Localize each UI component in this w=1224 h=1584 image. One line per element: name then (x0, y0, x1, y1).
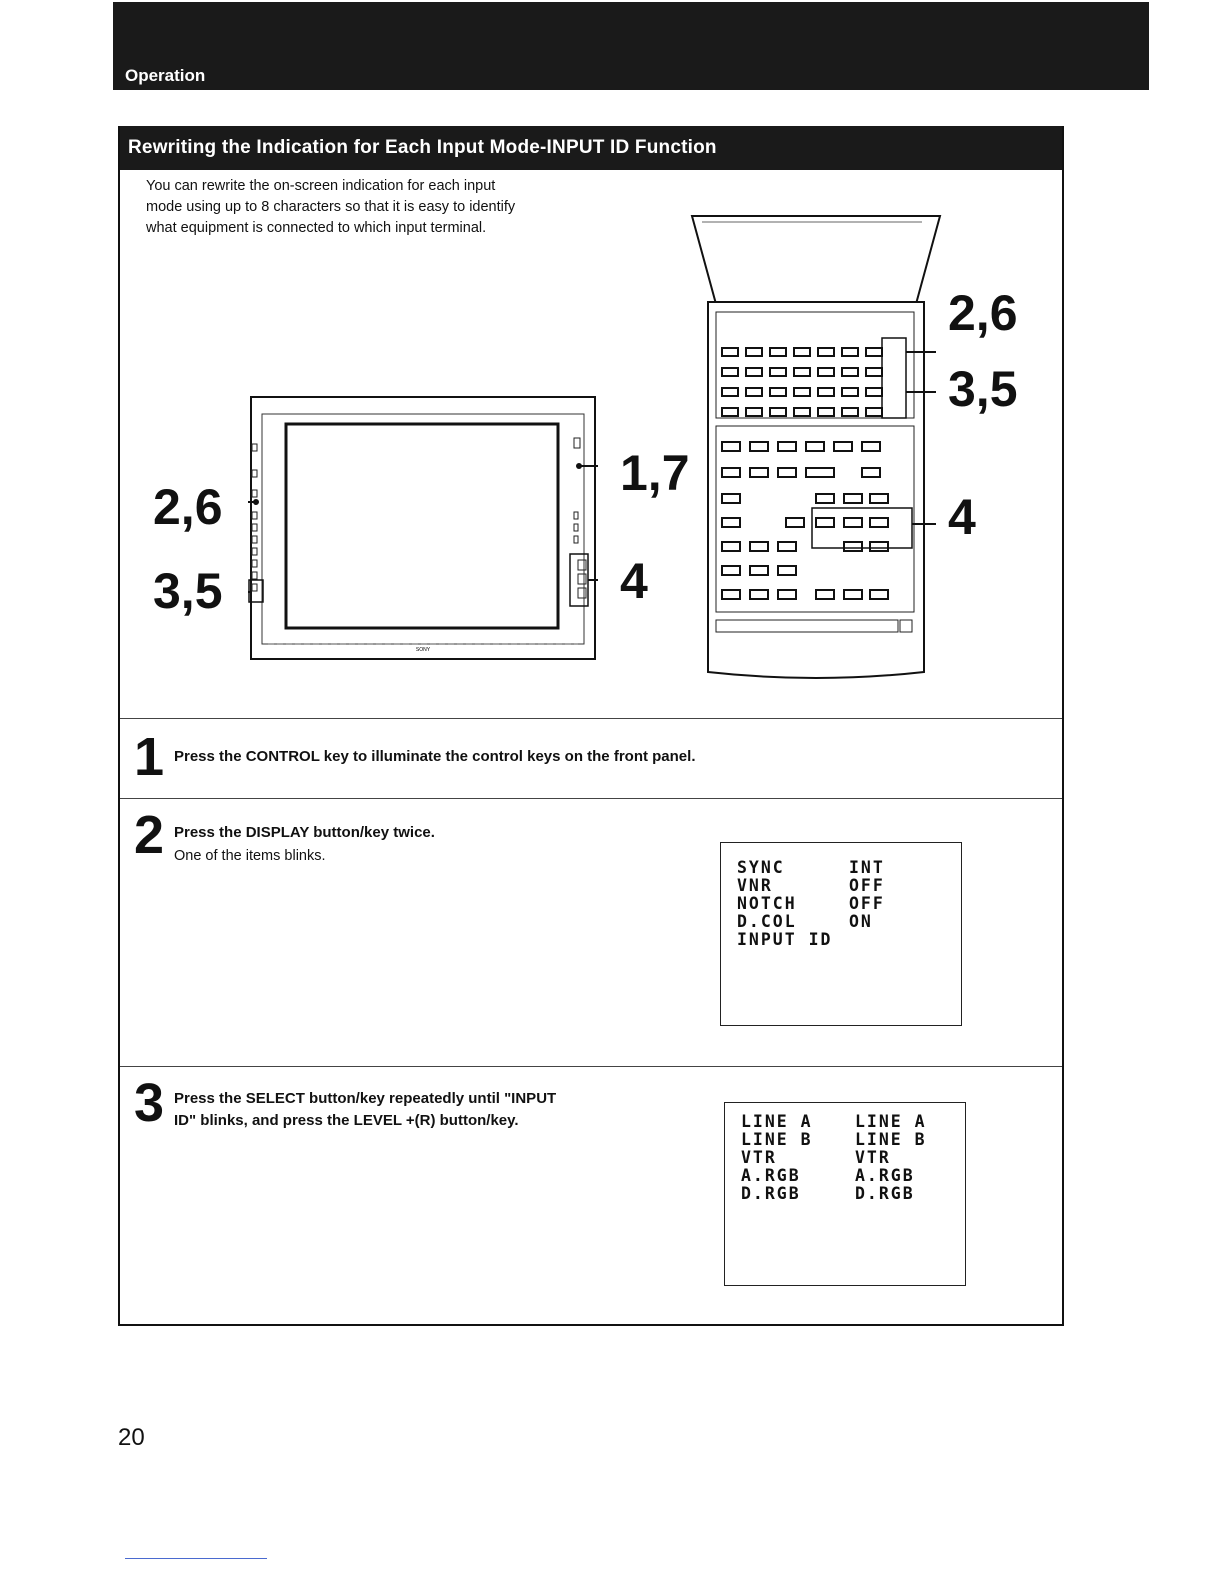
osd-screen-display-menu (720, 842, 962, 1026)
osd-item: VTR (741, 1148, 777, 1167)
step-title: Press the CONTROL key to illuminate the control keys on the front panel. (174, 748, 696, 765)
osd-item: INPUT ID (737, 930, 833, 949)
osd-screen-input-id (724, 1102, 966, 1286)
remote-callout-3-5: 3,5 (948, 361, 1018, 417)
step-number: 2 (134, 805, 165, 865)
section-label: Operation (125, 66, 206, 85)
monitor-callout-3-5: 3,5 (153, 563, 223, 619)
step-title: Press the SELECT button/key repeatedly until "INPUT (174, 1090, 557, 1107)
step-divider (120, 798, 1062, 799)
step-title: ID" blinks, and press the LEVEL +(R) button/key. (174, 1112, 519, 1129)
osd-item: D.COL (737, 912, 797, 931)
intro-text (146, 176, 606, 239)
step-title: Press the DISPLAY button/key twice. (174, 824, 435, 841)
osd-value: OFF (849, 894, 885, 913)
remote-illustration (686, 212, 946, 682)
osd-item: VNR (737, 876, 773, 895)
osd-value: D.RGB (855, 1184, 915, 1203)
osd-value: INT (849, 858, 885, 877)
intro-line: what equipment is connected to which input terminal. (146, 220, 487, 236)
osd-value: LINE A (855, 1112, 927, 1131)
intro-line: You can rewrite the on-screen indication for each input (146, 178, 496, 194)
step-subtitle: One of the items blinks. (174, 848, 326, 864)
step-number: 3 (134, 1073, 165, 1133)
osd-value: A.RGB (855, 1166, 915, 1185)
step-divider (120, 1066, 1062, 1067)
step-divider (120, 718, 1062, 719)
osd-item: LINE A (741, 1112, 813, 1131)
section-title: Rewriting the Indication for Each Input Mode-INPUT ID Function (128, 137, 717, 158)
osd-item: A.RGB (741, 1166, 801, 1185)
header-bar (113, 2, 1149, 90)
osd-value: LINE B (855, 1130, 927, 1149)
osd-item: NOTCH (737, 894, 797, 913)
osd-item: LINE B (741, 1130, 813, 1149)
footer-rule (125, 1558, 267, 1559)
intro-line: mode using up to 8 characters so that it is easy to identify (146, 199, 516, 215)
monitor-callout-4: 4 (620, 553, 648, 609)
osd-value: VTR (855, 1148, 891, 1167)
osd-item: D.RGB (741, 1184, 801, 1203)
monitor-callout-1-7: 1,7 (620, 445, 690, 501)
section-title-bar (120, 126, 1062, 170)
content-frame (118, 126, 1064, 1326)
brand-logo: SONY (415, 647, 431, 653)
osd-item: SYNC (737, 858, 785, 877)
remote-callout-4: 4 (948, 489, 976, 545)
osd-value: OFF (849, 876, 885, 895)
remote-callout-2-6: 2,6 (948, 285, 1018, 341)
monitor-illustration (248, 394, 598, 664)
page-number: 20 (118, 1424, 145, 1451)
monitor-callout-2-6: 2,6 (153, 479, 223, 535)
step-number: 1 (134, 727, 165, 787)
osd-value: ON (849, 912, 873, 931)
